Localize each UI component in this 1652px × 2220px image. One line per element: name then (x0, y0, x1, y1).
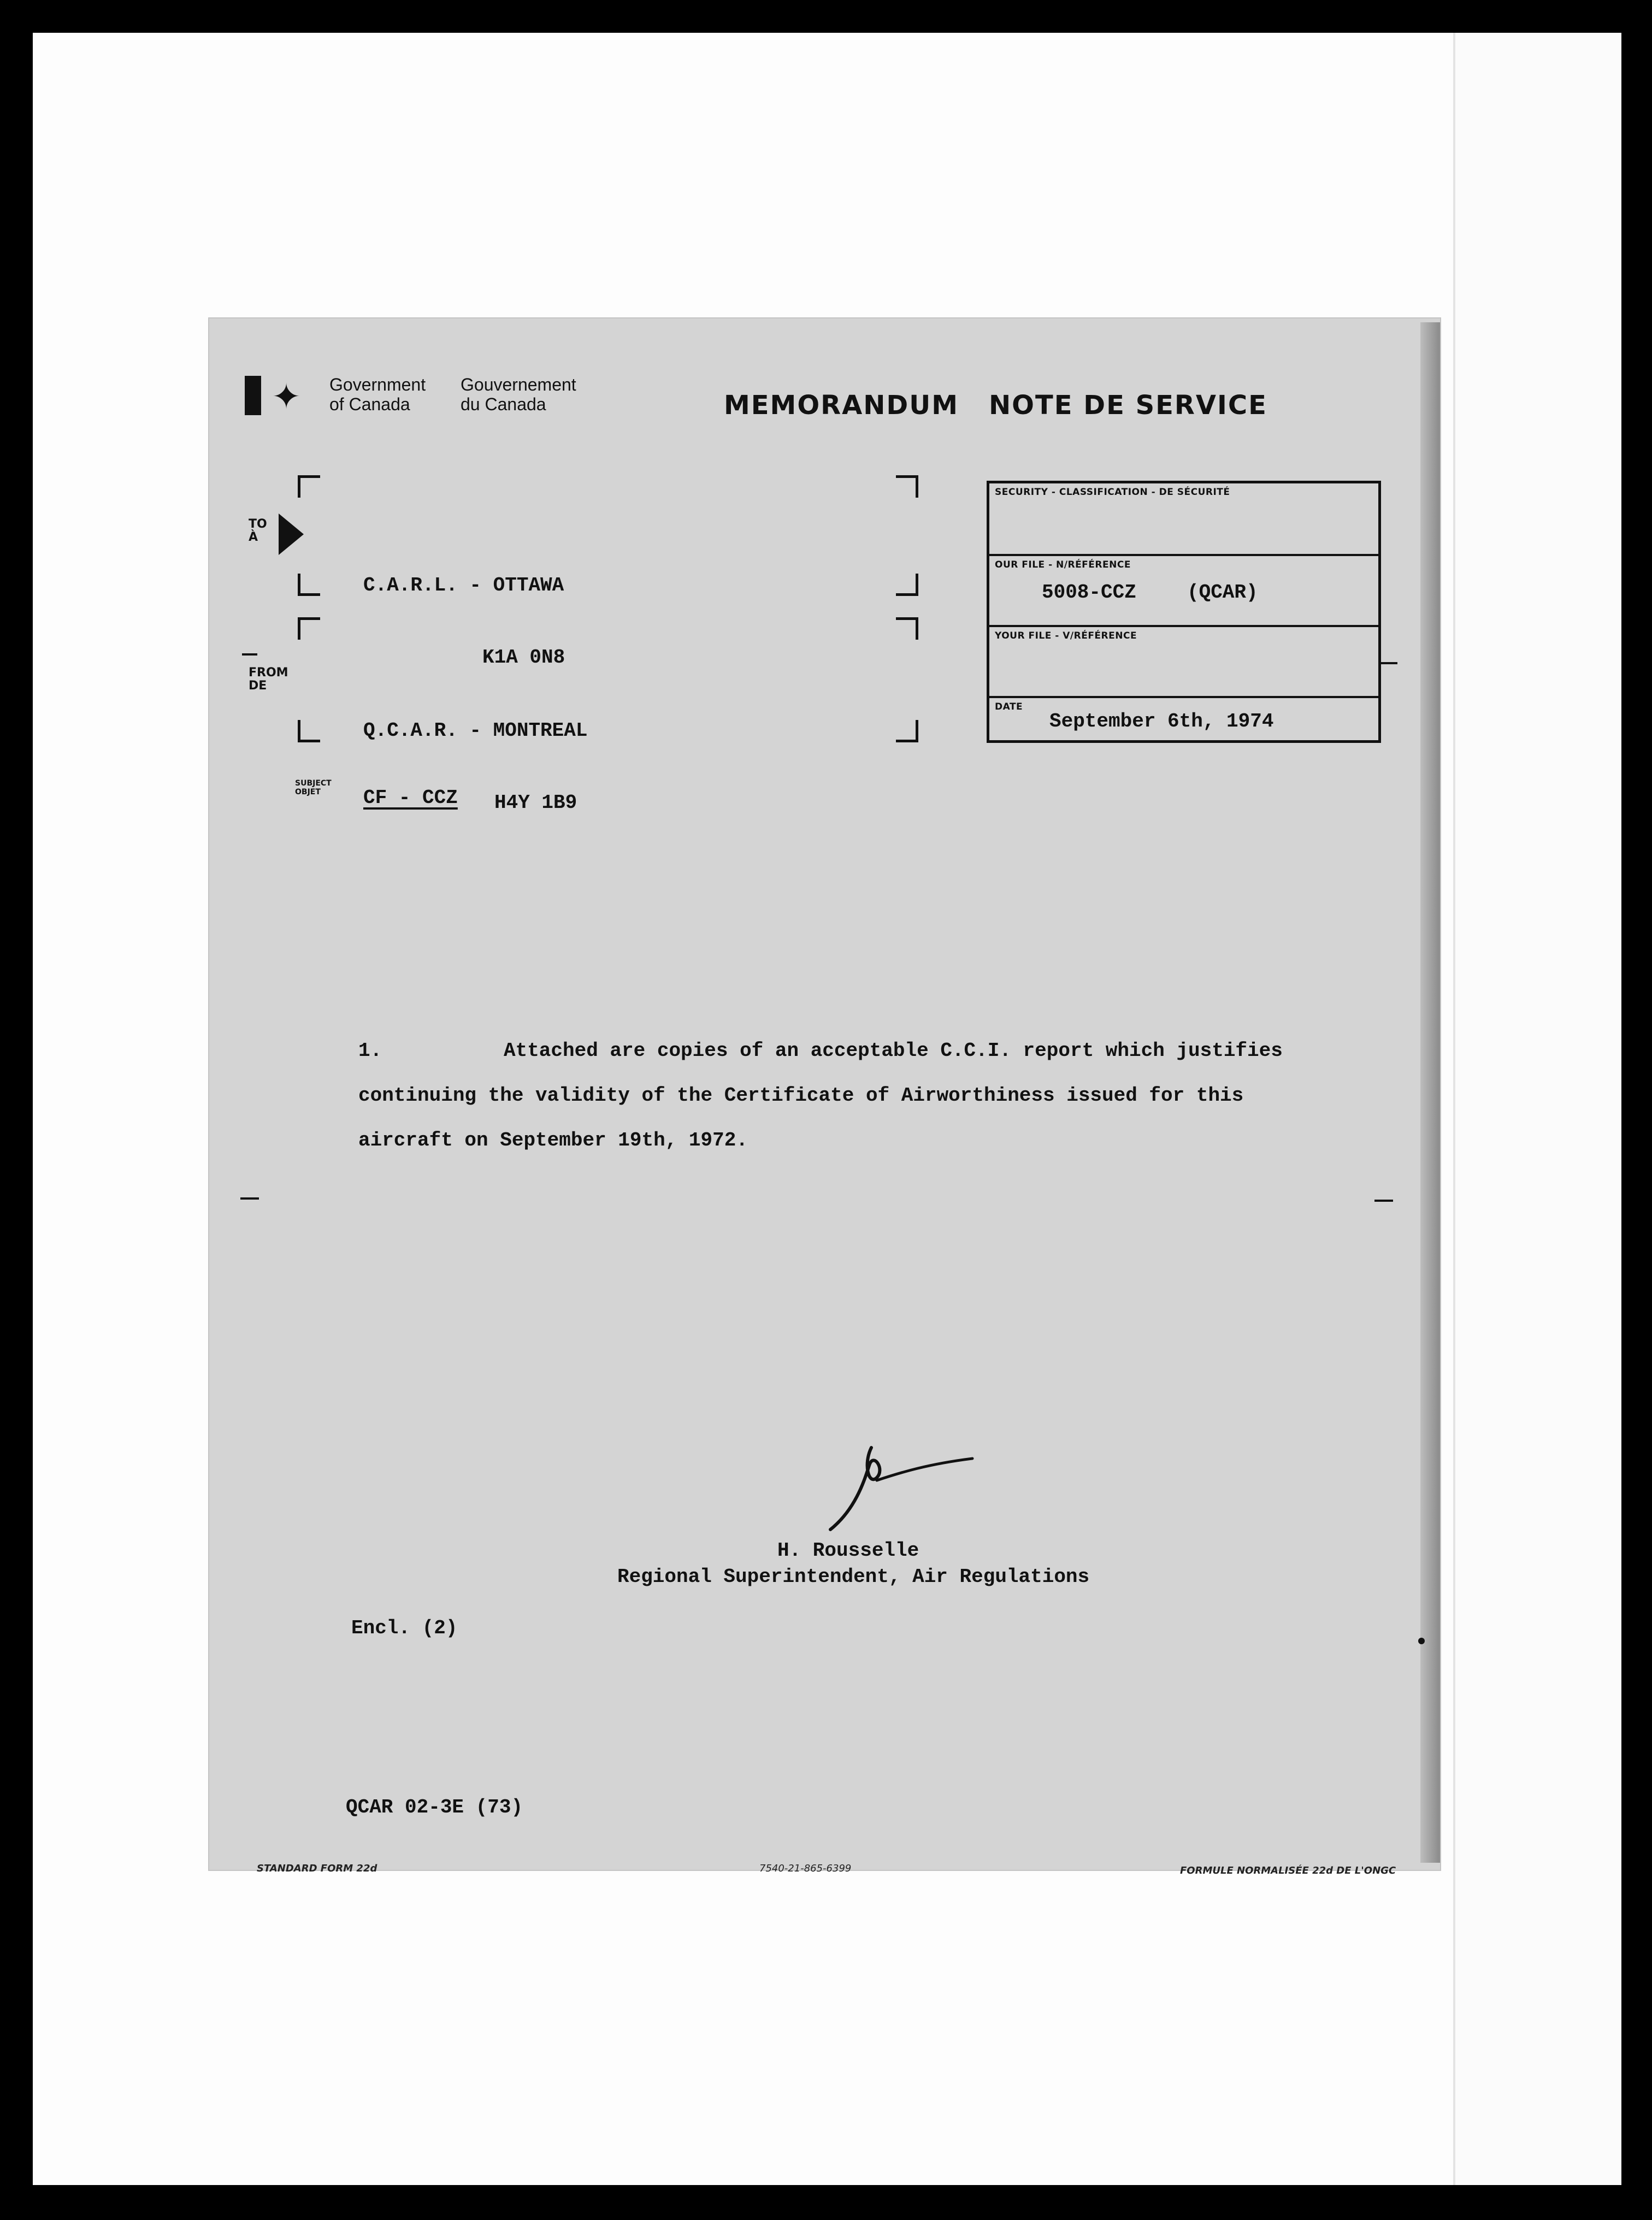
reference-box (987, 481, 1381, 743)
date-row (989, 698, 1378, 743)
enclosure: Encl. (2) (351, 1617, 458, 1639)
from-label (249, 666, 288, 693)
your-file-label: YOUR FILE - V/RÉFÉRENCE (995, 630, 1137, 641)
subject-label-fr: OBJET (295, 788, 321, 796)
subject-label (295, 779, 332, 796)
from-bracket-tl (298, 617, 320, 640)
signer-title: Regional Superintendent, Air Regulations (617, 1566, 1090, 1588)
margin-tick-right (1374, 1200, 1393, 1202)
memo-sheet-edge (1420, 322, 1440, 1863)
our-file-value: 5008-CCZ (1042, 581, 1136, 604)
to-bracket-tl (298, 475, 320, 498)
date-label: DATE (995, 701, 1023, 712)
from-bracket-br (896, 720, 918, 742)
to-address-line2: K1A 0N8 (482, 646, 565, 669)
title-memorandum: MEMORANDUM (724, 390, 959, 421)
security-row (989, 483, 1378, 556)
to-label-en: TO (249, 517, 267, 531)
to-bracket-tr (896, 475, 918, 498)
from-label-en: FROM (249, 666, 288, 680)
gov-fr-line1: Gouvernement (461, 375, 576, 394)
gov-en-line2: of Canada (329, 394, 410, 414)
gov-en-line1: Government (329, 375, 426, 394)
body-line1: Attached are copies of an acceptable C.C.I. report which justifies (504, 1040, 1283, 1062)
signer-name: H. Rousselle (777, 1539, 919, 1562)
gov-fr-line2: du Canada (461, 394, 546, 414)
subject-label-en: SUBJECT (295, 779, 332, 788)
body-line2: continuing the validity of the Certificate of Airworthiness issued for this (358, 1084, 1244, 1107)
to-bracket-bl (298, 574, 320, 596)
from-label-fr: DE (249, 679, 267, 693)
footer-center: 7540-21-865-6399 (759, 1863, 852, 1874)
scan-margin-strip (1453, 33, 1621, 2185)
security-label: SECURITY - CLASSIFICATION - DE SÉCURITÉ (995, 487, 1230, 498)
footer-left: STANDARD FORM 22d (257, 1863, 377, 1874)
date-value: September 6th, 1974 (1049, 710, 1274, 733)
from-bracket-bl (298, 720, 320, 742)
dot-mark (1418, 1638, 1425, 1644)
to-arrow-icon (279, 513, 304, 555)
from-address (363, 671, 587, 839)
handwritten-signature (819, 1442, 983, 1551)
margin-tick-left (240, 1197, 259, 1200)
to-label-fr: À (249, 530, 258, 544)
to-bracket-br (896, 574, 918, 596)
our-file-code: (QCAR) (1187, 581, 1258, 604)
your-file-row (989, 627, 1378, 698)
our-file-label: OUR FILE - N/RÉFÉRENCE (995, 559, 1131, 570)
to-address (363, 526, 565, 694)
gov-en-block (329, 375, 426, 414)
from-dash (242, 653, 257, 656)
body-line3: aircraft on September 19th, 1972. (358, 1129, 748, 1152)
to-label (249, 518, 267, 544)
form-code: QCAR 02-3E (73) (346, 1796, 523, 1818)
from-address-line2: H4Y 1B9 (494, 792, 577, 814)
canada-flag-bar (245, 376, 261, 415)
footer-right: FORMULE NORMALISÉE 22d DE L'ONGC (1180, 1865, 1396, 1876)
from-bracket-tr (896, 617, 918, 640)
para-number: 1. (358, 1040, 382, 1062)
box-side-tick (1381, 662, 1397, 664)
from-address-line1: Q.C.A.R. - MONTREAL (363, 719, 588, 742)
our-file-row (989, 556, 1378, 627)
gov-fr-block (461, 375, 576, 414)
title-note-de-service: NOTE DE SERVICE (989, 390, 1267, 421)
maple-leaf-icon: ✦ (272, 377, 301, 416)
subject-value: CF - CCZ (363, 787, 458, 809)
to-address-line1: C.A.R.L. - OTTAWA (363, 574, 564, 597)
